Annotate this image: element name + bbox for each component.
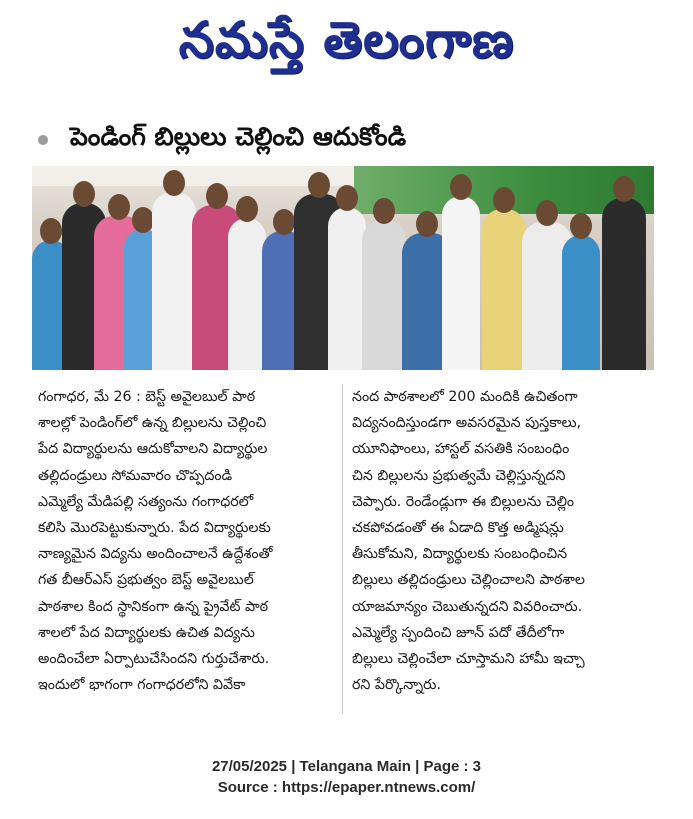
article-headline: పెండింగ్ బిల్లులు చెల్లించి ఆదుకోండి [70,122,407,151]
photo-person [442,196,480,370]
photo-person [362,220,406,370]
article-line: చకపోవడంతో ఈ ఏడాది కొత్త అడ్మిషన్లు [352,520,564,537]
photo-person-head [536,200,558,226]
photo-person-head [73,181,95,207]
article-photo [32,166,654,370]
photo-person-head [570,213,592,239]
photo-person [482,209,526,370]
photo-person-head [206,183,228,209]
masthead-title: నమస్తే తెలంగాణ [178,11,515,69]
photo-person-head [40,218,62,244]
article-line: తల్లిదండ్రులు సోమవారం చొప్పదండి [38,467,233,484]
article-line: పాఠశాల కింద స్థానికంగా ఉన్న ప్రైవేట్ పాఠ [38,598,268,615]
article-line: యాజమాన్యం చెబుతున్నదని వివరించారు. [352,598,583,615]
article-line: యూనిఫాంలు, హాస్టల్ వసతికి సంబంధిం [352,441,570,458]
article-body [38,384,650,724]
article-line: గంగాధర, మే 26 : బెస్ట్ అవైలబుల్ పాఠ [38,389,256,405]
article-line: శాలలో పేద విద్యార్థులకు ఉచిత విద్యను [38,624,255,641]
article-line: రని పేర్కొన్నారు. [352,677,441,694]
photo-person [152,192,196,370]
photo-person [328,207,366,370]
photo-person-head [108,194,130,220]
article-line: బిల్లులు చెల్లించేలా చూస్తామని హామీ ఇచ్చా [352,651,585,668]
article-line: పేద విద్యార్థులను ఆదుకోవాలని విద్యార్థుల [38,441,268,458]
article-line: నాణ్యమైన విద్యను అందించాలనే ఉద్దేశంతో [38,546,273,563]
photo-person-head [273,209,295,235]
article-line: చిన బిల్లులను ప్రభుత్వమే చెల్లిస్తున్నదని [352,467,566,484]
article-line: శాలల్లో పెండింగ్‌లో ఉన్న బిల్లులను చెల్లించి [38,415,267,432]
article-line: గత బీఆర్‌ఎస్ ప్రభుత్వం బెస్ట్ అవైలబుల్ [38,572,254,589]
photo-person-head [308,172,330,198]
article-column-right [352,384,650,724]
photo-person-head [450,174,472,200]
article-line: తీసుకోమని, విద్యార్థులకు సంబంధించిన [352,546,568,563]
article-line: అందించేలా ఏర్పాటుచేసిందని గుర్తుచేశారు. [38,651,270,668]
photo-person-head [236,196,258,222]
article-line: నంద పాఠశాలలో 200 మందికి ఉచితంగా [352,389,578,405]
photo-person-head [416,211,438,237]
article-line: చెప్పారు. రెండేండ్లుగా ఈ బిల్లులను చెల్లిం [352,493,575,510]
article-line: బిల్లులు తల్లిదండ్రులు చెల్లించాలని పాఠశాల [352,572,585,589]
photo-person-head [493,187,515,213]
article-line: ఇందులో భాగంగా గంగాధరలోని వివేకా [38,677,246,694]
photo-person-head [163,170,185,196]
photo-person [562,235,600,370]
headline-row [32,120,662,160]
bullet-icon [38,135,48,145]
article-line: విద్యనందిస్తుండగా అవసరమైన పుస్తకాలు, [352,415,581,432]
article-line: ఎమ్మెల్యే మేడిపల్లి సత్యంను గంగాధరలో [38,493,254,510]
photo-person-head [373,198,395,224]
page-footer [0,756,693,798]
article-line: ఎమ్మెల్యే స్పందించి జూన్ పదో తేదీలోగా [352,624,565,641]
footer-source: Source : https://epaper.ntnews.com/ [217,779,476,796]
photo-person-head [336,185,358,211]
article-line: కలిసి మొరపెట్టుకున్నారు. పేద విద్యార్థులకు [38,520,271,537]
photo-person-head [132,207,154,233]
photo-person [228,218,266,370]
article-column-left [38,384,336,724]
photo-person-head [613,176,635,202]
footer-edition-info: 27/05/2025 | Telangana Main | Page : 3 [211,758,482,775]
column-divider [342,384,343,714]
photo-person [602,198,646,370]
